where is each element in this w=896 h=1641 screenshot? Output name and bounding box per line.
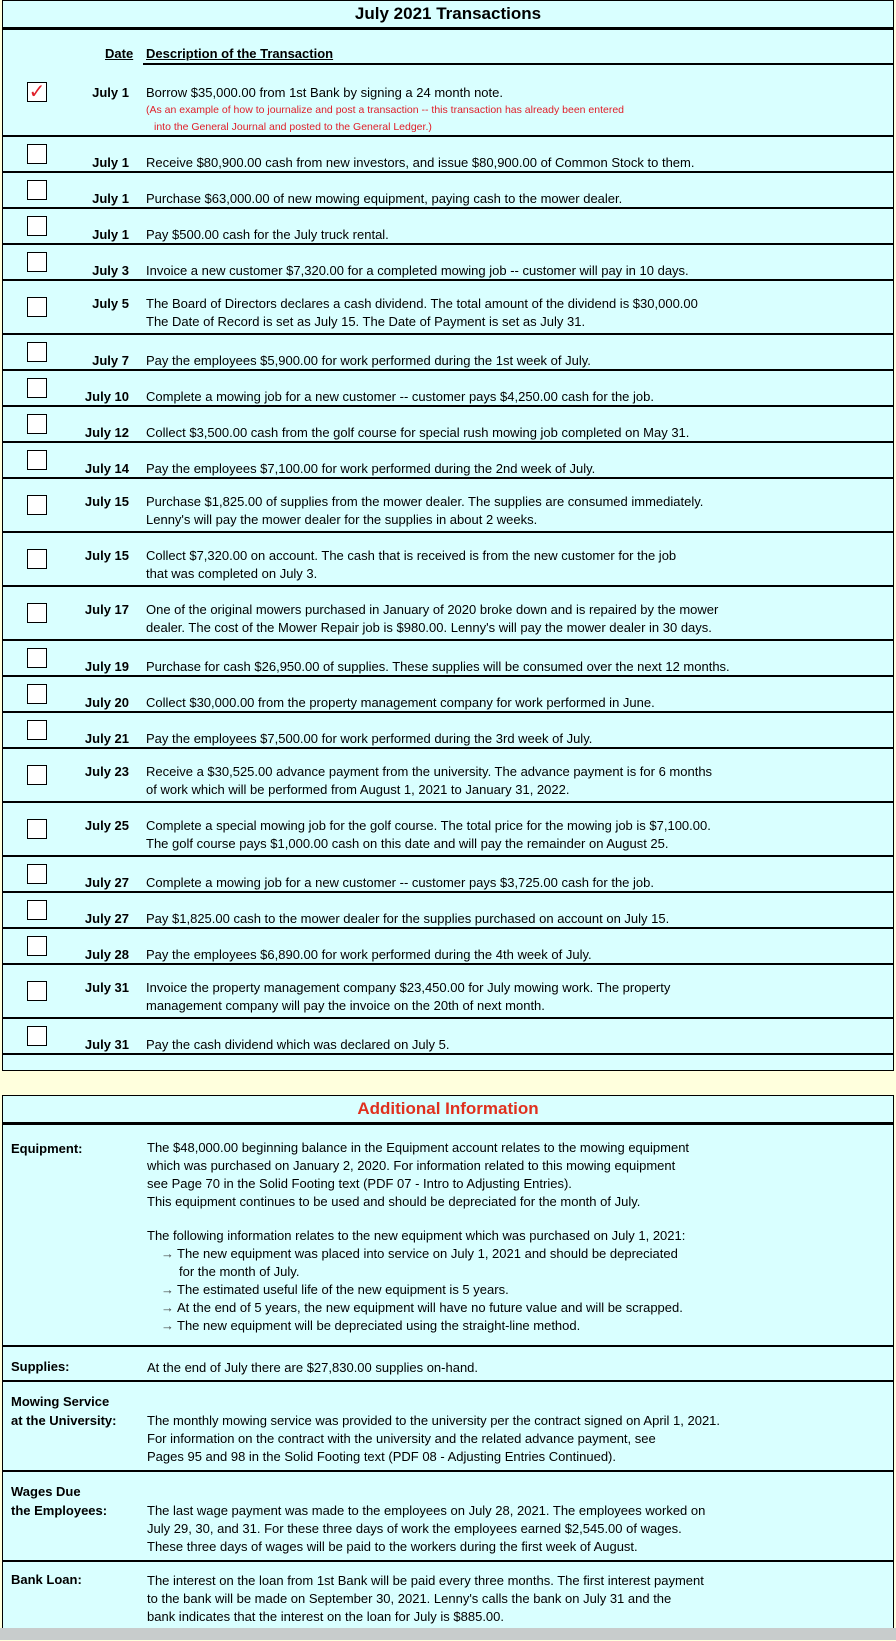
transaction-row	[3, 137, 893, 173]
transaction-row	[3, 479, 893, 533]
transaction-checkbox[interactable]	[27, 819, 47, 839]
transaction-row	[3, 407, 893, 443]
transaction-description	[146, 295, 887, 331]
transaction-checkbox[interactable]	[27, 180, 47, 200]
description-line: Pay the employees $5,900.00 for work performed during the 1st week of July.	[146, 353, 591, 368]
bullet-text: The new equipment was placed into service on July 1, 2021 and should be depreciated	[177, 1246, 678, 1261]
description-line: Collect $30,000.00 from the property management company for work performed in June.	[146, 695, 655, 710]
description-line: The Board of Directors declares a cash dividend. The total amount of the dividend is $30,000.00	[146, 296, 698, 311]
wages-section	[3, 1472, 893, 1562]
arrow-icon: →	[161, 1318, 174, 1333]
transaction-row	[3, 281, 893, 335]
transaction-row	[3, 713, 893, 749]
transaction-checkbox[interactable]	[27, 981, 47, 1001]
transaction-checkbox[interactable]	[27, 603, 47, 623]
transaction-checkbox[interactable]	[27, 684, 47, 704]
transaction-row	[3, 371, 893, 407]
description-line: Receive a $30,525.00 advance payment from the university. The advance payment is for 6 months	[146, 764, 713, 779]
transaction-description	[146, 154, 887, 172]
transaction-description	[146, 226, 887, 244]
transaction-row	[3, 677, 893, 713]
transaction-description	[146, 190, 887, 208]
equipment-line: The following information relates to the new equipment which was purchased on July 1, 2021:	[147, 1228, 686, 1243]
example-note-line: (As an example of how to journalize and post a transaction -- this transaction has already been entered	[146, 104, 625, 116]
transaction-description	[146, 763, 887, 799]
transaction-date: July 1	[92, 155, 129, 170]
transaction-description	[146, 84, 887, 136]
transactions-panel	[2, 0, 894, 1071]
transaction-row	[3, 893, 893, 929]
description-line: Complete a special mowing job for the golf course. The total price for the mowing job is $7,100.00.	[146, 818, 711, 833]
description-line: Complete a mowing job for a new customer -- customer pays $4,250.00 cash for the job.	[146, 389, 654, 404]
transaction-row	[3, 803, 893, 857]
description-line: Invoice a new customer $7,320.00 for a completed mowing job -- customer will pay in 10 days.	[146, 263, 689, 278]
transaction-row	[3, 929, 893, 965]
transaction-row	[3, 173, 893, 209]
transactions-title: July 2021 Transactions	[3, 1, 893, 30]
mowing-service-label	[11, 1392, 116, 1430]
transaction-checkbox[interactable]	[27, 720, 47, 740]
equipment-label: Equipment:	[11, 1141, 83, 1156]
arrow-icon: →	[161, 1282, 174, 1297]
transaction-description	[146, 388, 887, 406]
description-line: Pay the employees $7,100.00 for work performed during the 2nd week of July.	[146, 461, 596, 476]
description-line: Invoice the property management company $23,450.00 for July mowing work. The property	[146, 980, 671, 995]
transaction-checkbox[interactable]	[27, 297, 47, 317]
description-line: Complete a mowing job for a new customer -- customer pays $3,725.00 cash for the job.	[146, 875, 654, 890]
transaction-description	[146, 730, 887, 748]
description-line: The Date of Record is set as July 15. The Date of Payment is set as July 31.	[146, 314, 586, 329]
bullet-text: The estimated useful life of the new equipment is 5 years.	[177, 1282, 509, 1297]
transaction-description	[146, 547, 887, 583]
transaction-checkbox[interactable]	[27, 648, 47, 668]
transaction-date: July 23	[84, 764, 129, 779]
equipment-bullet	[147, 1245, 887, 1263]
transaction-description	[146, 352, 887, 370]
description-line: The golf course pays $1,000.00 cash on this date and will pay the remainder on August 25.	[146, 836, 669, 851]
transaction-date: July 14	[84, 461, 129, 476]
transaction-description	[146, 493, 887, 529]
description-line: Purchase $63,000.00 of new mowing equipment, paying cash to the mower dealer.	[146, 191, 623, 206]
transaction-checkbox[interactable]	[27, 342, 47, 362]
description-line: One of the original mowers purchased in January of 2020 broke down and is repaired by the mower	[146, 602, 719, 617]
description-line: Pay $1,825.00 cash to the mower dealer for the supplies purchased on account on July 15.	[146, 911, 670, 926]
bank-loan-text	[147, 1572, 887, 1626]
transaction-date: July 15	[84, 548, 129, 563]
bank-loan-label: Bank Loan:	[11, 1572, 82, 1587]
transaction-description	[146, 658, 887, 676]
description-column-header: Description of the Transaction	[146, 46, 334, 61]
transaction-checkbox[interactable]	[27, 900, 47, 920]
equipment-text	[147, 1139, 887, 1335]
transaction-date: July 12	[84, 425, 129, 440]
description-line: that was completed on July 3.	[146, 566, 318, 581]
equipment-bullet	[147, 1299, 887, 1317]
description-line: dealer. The cost of the Mower Repair job is $980.00. Lenny's will pay the mower dealer in 30 days.	[146, 620, 712, 635]
transaction-description	[146, 817, 887, 853]
transaction-date: July 31	[84, 1037, 129, 1052]
arrow-icon: →	[161, 1246, 174, 1261]
description-line: Collect $3,500.00 cash from the golf course for special rush mowing job completed on May 31.	[146, 425, 690, 440]
example-note-line: into the General Journal and posted to the General Ledger.)	[154, 121, 432, 133]
mowing-service-text	[147, 1412, 887, 1466]
bullet-text: The new equipment will be depreciated using the straight-line method.	[177, 1318, 581, 1333]
description-line: Pay $500.00 cash for the July truck rental.	[146, 227, 389, 242]
transaction-description	[146, 979, 887, 1015]
completed-checkbox[interactable]	[27, 82, 47, 102]
supplies-text: At the end of July there are $27,830.00 supplies on-hand.	[147, 1360, 479, 1375]
transaction-checkbox[interactable]	[27, 414, 47, 434]
transaction-date: July 28	[84, 947, 129, 962]
checkmark-icon: ✓	[28, 81, 46, 103]
transaction-description	[146, 1036, 887, 1054]
transaction-date: July 27	[84, 911, 129, 926]
equipment-bullet	[147, 1281, 887, 1299]
transaction-date: July 1	[92, 85, 129, 100]
transaction-checkbox[interactable]	[27, 252, 47, 272]
date-column-header: Date	[105, 46, 134, 61]
transaction-date: July 15	[84, 494, 129, 509]
additional-info-title: Additional Information	[3, 1096, 893, 1125]
transaction-date: July 10	[84, 389, 129, 404]
transaction-date: July 3	[92, 263, 129, 278]
transaction-checkbox[interactable]	[27, 936, 47, 956]
text-line: The monthly mowing service was provided to the university per the contract signed on April 1, 2021.	[147, 1413, 721, 1428]
equipment-line: see Page 70 in the Solid Footing text (PDF 07 - Intro to Adjusting Entries).	[147, 1176, 572, 1191]
label-line: at the University:	[11, 1413, 117, 1428]
transaction-description	[146, 874, 887, 892]
description-line: Receive $80,900.00 cash from new investors, and issue $80,900.00 of Common Stock to them.	[146, 155, 695, 170]
equipment-line: This equipment continues to be used and should be depreciated for the month of July.	[147, 1194, 641, 1209]
transaction-row	[3, 443, 893, 479]
transaction-date: July 20	[84, 695, 129, 710]
transaction-date: July 1	[92, 227, 129, 242]
additional-info-panel	[2, 1095, 894, 1640]
transaction-row	[3, 749, 893, 803]
transaction-description	[146, 424, 887, 442]
transaction-date: July 21	[84, 731, 129, 746]
transaction-description	[146, 910, 887, 928]
wages-label	[11, 1482, 107, 1520]
text-line: For information on the contract with the university and the related advance payment, see	[147, 1431, 656, 1446]
text-line: The last wage payment was made to the employees on July 28, 2021. The employees worked on	[147, 1503, 706, 1518]
transaction-checkbox[interactable]	[27, 765, 47, 785]
text-line: These three days of wages will be paid to the workers during the first week of August.	[147, 1539, 638, 1554]
transaction-row	[3, 1019, 893, 1055]
transaction-checkbox[interactable]	[27, 144, 47, 164]
equipment-section	[3, 1125, 893, 1347]
description-line: Purchase for cash $26,950.00 of supplies. These supplies will be consumed over the next 12 months.	[146, 659, 730, 674]
transaction-checkbox[interactable]	[27, 495, 47, 515]
transaction-row	[3, 245, 893, 281]
equipment-line: The $48,000.00 beginning balance in the Equipment account relates to the mowing equipment	[147, 1140, 690, 1155]
transaction-checkbox[interactable]	[27, 216, 47, 236]
bullet-text: At the end of 5 years, the new equipment will have no future value and will be scrapped.	[177, 1300, 683, 1315]
transaction-description	[146, 262, 887, 280]
label-line: the Employees:	[11, 1503, 108, 1518]
description-line: Collect $7,320.00 on account. The cash that is received is from the new customer for the job	[146, 548, 677, 563]
transaction-row	[3, 857, 893, 893]
transaction-description	[146, 601, 887, 637]
transaction-row-example	[3, 64, 893, 137]
description-line: Pay the cash dividend which was declared on July 5.	[146, 1037, 450, 1052]
wages-text	[147, 1502, 887, 1556]
transaction-date: July 31	[84, 980, 129, 995]
transaction-checkbox[interactable]	[27, 378, 47, 398]
transaction-row	[3, 209, 893, 245]
description-line: of work which will be performed from August 1, 2021 to January 31, 2022.	[146, 782, 570, 797]
description-line: Pay the employees $6,890.00 for work performed during the 4th week of July.	[146, 947, 592, 962]
bullet-continuation: for the month of July.	[179, 1264, 300, 1279]
transaction-description	[146, 460, 887, 478]
description-line: management company will pay the invoice on the 20th of next month.	[146, 998, 545, 1013]
text-line: bank indicates that the interest on the loan for July is $885.00.	[147, 1609, 505, 1624]
transaction-checkbox[interactable]	[27, 450, 47, 470]
text-line: Pages 95 and 98 in the Solid Footing text (PDF 08 - Adjusting Entries Continued).	[147, 1449, 616, 1464]
transaction-row	[3, 641, 893, 677]
transaction-date: July 7	[92, 353, 129, 368]
description-line: Lenny's will pay the mower dealer for the supplies in about 2 weeks.	[146, 512, 538, 527]
arrow-icon: →	[161, 1300, 174, 1315]
label-line: Wages Due	[11, 1484, 81, 1499]
text-line: to the bank will be made on September 30, 2021. Lenny's calls the bank on July 31 and the	[147, 1591, 672, 1606]
text-line: July 29, 30, and 31. For these three days of work the employees earned $2,545.00 of wages.	[147, 1521, 682, 1536]
transaction-date: July 17	[84, 602, 129, 617]
description-line: Purchase $1,825.00 of supplies from the mower dealer. The supplies are consumed immediately.	[146, 494, 704, 509]
label-line: Mowing Service	[11, 1394, 110, 1409]
transaction-date: July 1	[92, 191, 129, 206]
bottom-scroll-strip	[0, 1628, 896, 1640]
transaction-row	[3, 587, 893, 641]
mowing-service-section	[3, 1382, 893, 1472]
transaction-row	[3, 533, 893, 587]
transaction-date: July 27	[84, 875, 129, 890]
equipment-line: which was purchased on January 2, 2020. For information related to this mowing equipment	[147, 1158, 676, 1173]
transaction-row	[3, 335, 893, 371]
text-line: The interest on the loan from 1st Bank will be paid every three months. The first interest payment	[147, 1573, 704, 1588]
transaction-date: July 19	[84, 659, 129, 674]
equipment-bullet	[147, 1317, 887, 1335]
transaction-checkbox[interactable]	[27, 549, 47, 569]
transaction-checkbox[interactable]	[27, 1026, 47, 1046]
transaction-description	[146, 946, 887, 964]
transaction-date: July 5	[92, 296, 129, 311]
description-line: Borrow $35,000.00 from 1st Bank by signing a 24 month note.	[146, 85, 503, 100]
supplies-section	[3, 1347, 893, 1382]
transaction-description	[146, 694, 887, 712]
transaction-date: July 25	[84, 818, 129, 833]
transaction-checkbox[interactable]	[27, 864, 47, 884]
supplies-label: Supplies:	[11, 1359, 70, 1374]
transaction-row	[3, 965, 893, 1019]
description-line: Pay the employees $7,500.00 for work performed during the 3rd week of July.	[146, 731, 593, 746]
